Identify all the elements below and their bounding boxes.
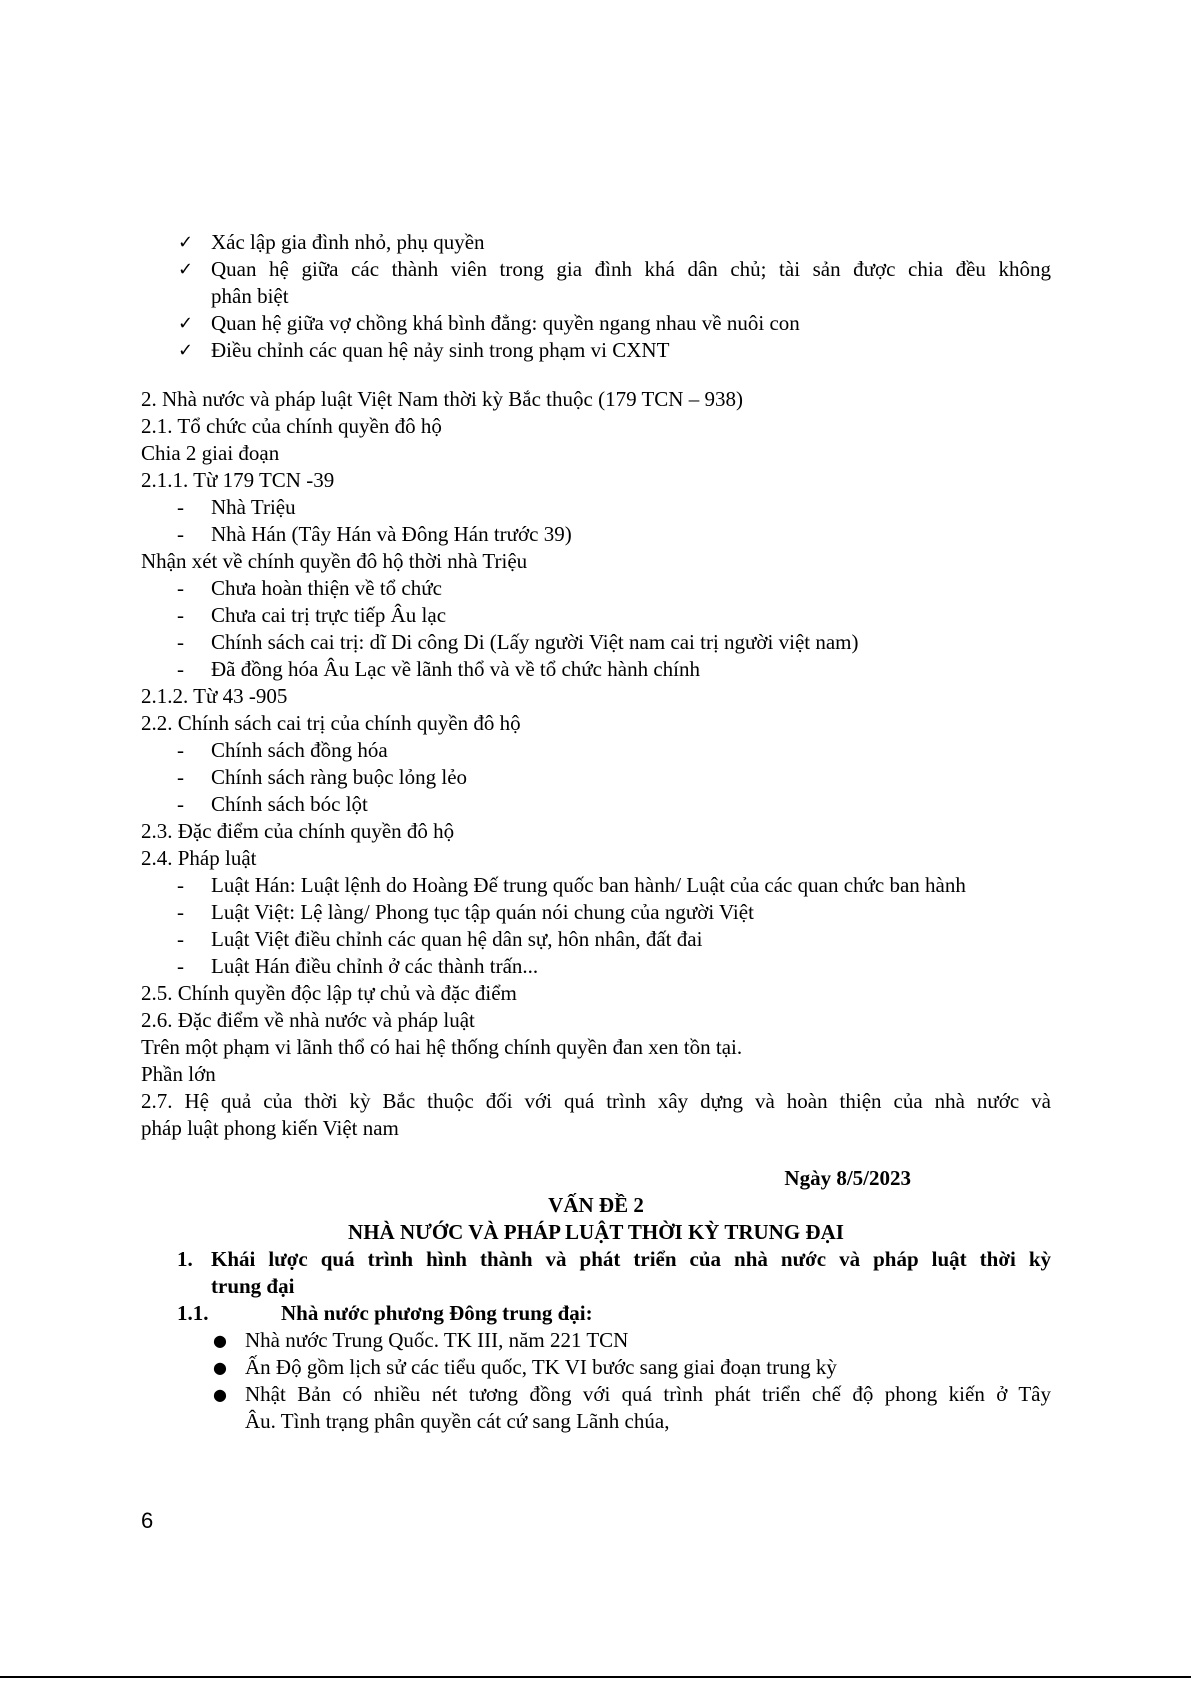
paragraph: Chia 2 giai đoạn [141, 441, 280, 465]
numbered-heading-continued: trung đại [211, 1274, 295, 1298]
bullet-item [141, 1354, 1051, 1381]
bullet-icon: ● [213, 1358, 227, 1377]
dash-text: Đã đồng hóa Âu Lạc về lãnh thổ và về tổ chức hành chính [211, 657, 700, 681]
dash-marker: - [177, 495, 184, 519]
bullet-text-continued: Âu. Tình trạng phân quyền cát cứ sang Lãnh chúa, [245, 1409, 670, 1433]
subsection-title-continued: pháp luật phong kiến Việt nam [141, 1116, 399, 1140]
paragraph: Phần lớn [141, 1062, 216, 1086]
dash-text: Chưa cai trị trực tiếp Âu lạc [211, 603, 447, 627]
dash-item [141, 953, 1051, 980]
subsection-title: 2.6. Đặc điểm về nhà nước và pháp luật [141, 1008, 475, 1032]
dash-text: Luật Hán: Luật lệnh do Hoàng Đế trung quốc ban hành/ Luật của các quan chức ban hành [211, 873, 966, 897]
document-page [141, 229, 1051, 1435]
dash-item [141, 629, 1051, 656]
dash-text: Nhà Triệu [211, 495, 296, 519]
dash-text: Chưa hoàn thiện về tổ chức [211, 576, 442, 600]
heading-text: Nhà nước phương Đông trung đại: [281, 1301, 593, 1325]
numbered-heading [141, 1246, 1051, 1273]
subsection-title: 2.7. Hệ quả của thời kỳ Bắc thuộc đối với quá trình xây dựng và hoàn thiện của nhà nước và [141, 1089, 1051, 1113]
dash-marker: - [177, 576, 184, 600]
spacer [141, 1142, 1051, 1165]
dash-marker: - [177, 900, 184, 924]
check-icon: ✓ [178, 259, 194, 280]
dash-text: Chính sách đồng hóa [211, 738, 388, 762]
checklist-item-continued [141, 283, 1051, 310]
dash-text: Luật Việt điều chỉnh các quan hệ dân sự, hôn nhân, đất đai [211, 927, 703, 951]
paragraph: Nhận xét về chính quyền đô hộ thời nhà Triệu [141, 549, 528, 573]
dash-item [141, 791, 1051, 818]
subsection-title: 2.4. Pháp luật [141, 846, 257, 870]
bullet-item [141, 1381, 1051, 1408]
dash-item [141, 602, 1051, 629]
heading-number: 1.1. [177, 1301, 209, 1325]
checklist-text: Xác lập gia đình nhỏ, phụ quyền [211, 230, 485, 254]
dash-marker: - [177, 765, 184, 789]
checklist-text: Quan hệ giữa các thành viên trong gia đình khá dân chủ; tài sản được chia đều không [211, 257, 1051, 281]
heading-text: Khái lược quá trình hình thành và phát triển của nhà nước và pháp luật thời kỳ [211, 1247, 1051, 1271]
checklist-text: Điều chỉnh các quan hệ nảy sinh trong phạm vi CXNT [211, 338, 670, 362]
dash-item [141, 521, 1051, 548]
subsection-title: 2.1.1. Từ 179 TCN -39 [141, 468, 335, 492]
subsection-title: 2.5. Chính quyền độc lập tự chủ và đặc điểm [141, 981, 517, 1005]
check-icon: ✓ [178, 340, 194, 361]
checklist-item [141, 337, 1051, 364]
dash-item [141, 737, 1051, 764]
dash-item [141, 656, 1051, 683]
dash-marker: - [177, 630, 184, 654]
dash-text: Chính sách cai trị: dĩ Di công Di (Lấy người Việt nam cai trị người việt nam) [211, 630, 859, 654]
subsection-title: 2.3. Đặc điểm của chính quyền đô hộ [141, 819, 455, 843]
dash-item [141, 575, 1051, 602]
issue-subheading: NHÀ NƯỚC VÀ PHÁP LUẬT THỜI KỲ TRUNG ĐẠI [348, 1220, 844, 1244]
dash-text: Chính sách bóc lột [211, 792, 368, 816]
subsection-title: 2.2. Chính sách cai trị của chính quyền đô hộ [141, 711, 521, 735]
dash-marker: - [177, 522, 184, 546]
subsection-title: 2.1. Tổ chức của chính quyền đô hộ [141, 414, 442, 438]
spacer [141, 364, 1051, 386]
dash-text: Luật Hán điều chỉnh ở các thành trấn... [211, 954, 539, 978]
dash-marker: - [177, 657, 184, 681]
dash-marker: - [177, 738, 184, 762]
checklist-item [141, 229, 1051, 256]
dash-text: Chính sách ràng buộc lỏng lẻo [211, 765, 468, 789]
dash-marker: - [177, 792, 184, 816]
issue-heading: VẤN ĐỀ 2 [548, 1193, 644, 1217]
bullet-text: Nhật Bản có nhiều nét tương đồng với quá trình phát triển chế độ phong kiến ở Tây [245, 1382, 1051, 1406]
heading-number: 1. [177, 1247, 193, 1271]
bullet-icon: ● [213, 1331, 227, 1350]
dash-marker: - [177, 873, 184, 897]
checklist-text: Quan hệ giữa vợ chồng khá bình đẳng: quyền ngang nhau về nuôi con [211, 311, 800, 335]
dash-item [141, 872, 1051, 899]
bullet-text: Ấn Độ gồm lịch sử các tiểu quốc, TK VI bước sang giai đoạn trung kỳ [245, 1355, 837, 1379]
checklist-text: phân biệt [211, 284, 289, 308]
dash-item [141, 899, 1051, 926]
dash-item [141, 926, 1051, 953]
paragraph: Trên một phạm vi lãnh thổ có hai hệ thống chính quyền đan xen tồn tại. [141, 1035, 743, 1059]
dash-item [141, 494, 1051, 521]
checklist-item [141, 256, 1051, 283]
bottom-border [0, 1676, 1191, 1678]
dash-text: Nhà Hán (Tây Hán và Đông Hán trước 39) [211, 522, 572, 546]
bullet-icon: ● [213, 1385, 227, 1404]
bullet-item [141, 1327, 1051, 1354]
dash-marker: - [177, 954, 184, 978]
subsection-title: 2.1.2. Từ 43 -905 [141, 684, 288, 708]
section-title: 2. Nhà nước và pháp luật Việt Nam thời kỳ Bắc thuộc (179 TCN – 938) [141, 387, 743, 411]
check-icon: ✓ [178, 313, 194, 334]
dash-marker: - [177, 603, 184, 627]
page-number: 6 [141, 1508, 154, 1533]
date-line: Ngày 8/5/2023 [784, 1166, 911, 1190]
dash-item [141, 764, 1051, 791]
dash-text: Luật Việt: Lệ làng/ Phong tục tập quán nói chung của người Việt [211, 900, 754, 924]
dash-marker: - [177, 927, 184, 951]
checklist-item [141, 310, 1051, 337]
numbered-subheading [141, 1300, 1051, 1327]
check-icon: ✓ [178, 232, 194, 253]
bullet-text: Nhà nước Trung Quốc. TK III, năm 221 TCN [245, 1328, 629, 1352]
